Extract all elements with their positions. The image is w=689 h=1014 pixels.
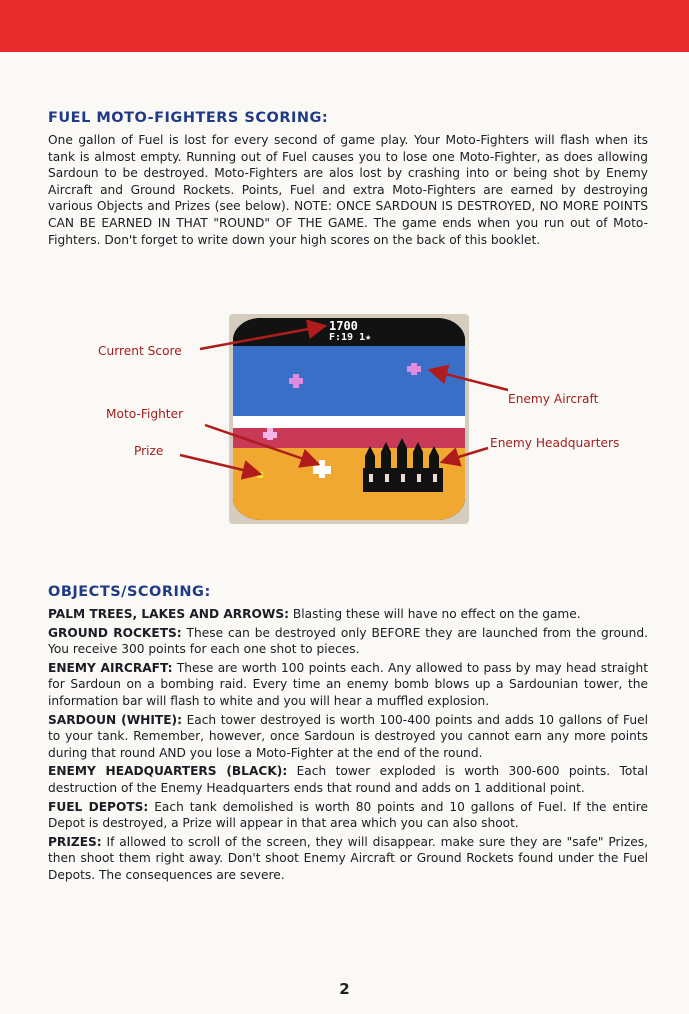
objects-section <box>48 584 648 886</box>
object-entry-text: These are worth 100 points each. Any allowed to pass by may head straight for Sardoun on a bombing raid. Every time an enemy bomb blows up a Sardounian tower, the information bar will flash to white and you will hear a muffled explosion. <box>48 660 648 708</box>
object-entry-text: Blasting these will have no effect on the game. <box>289 607 581 621</box>
object-entry <box>48 799 648 832</box>
game-screenshot <box>233 318 465 520</box>
object-entry <box>48 834 648 884</box>
object-entry-label: FUEL DEPOTS: <box>48 799 149 814</box>
game-sprites <box>233 318 465 520</box>
callout-prize: Prize <box>134 444 164 458</box>
moto-fighter-sprite-band <box>263 428 277 440</box>
object-entry-text: These can be destroyed only BEFORE they are launched from the ground. You receive 300 points for each one shot to pieces. <box>48 625 648 657</box>
score-readout: 1700 <box>329 319 358 333</box>
object-entry-label: PALM TREES, LAKES AND ARROWS: <box>48 607 290 621</box>
object-entry <box>48 606 648 623</box>
enemy-headquarters-sprite <box>363 438 443 492</box>
enemy-aircraft-sprite-right <box>407 363 421 375</box>
callout-current-score: Current Score <box>98 344 182 358</box>
top-red-band <box>0 0 689 52</box>
moto-fighter-sprite <box>313 460 331 478</box>
fuel-section-heading: FUEL MOTO-FIGHTERS SCORING: <box>48 110 329 126</box>
object-entry-text: Each tower exploded is worth 300-600 points. Total destruction of the Enemy Headquarters ends that round and adds on 1 additional point. <box>48 764 648 795</box>
objects-section-heading: OBJECTS/SCORING: <box>48 584 211 600</box>
object-entry-label: GROUND ROCKETS: <box>48 625 182 640</box>
object-entry <box>48 712 648 762</box>
object-entry-text: Each tower destroyed is worth 100-400 points and adds 10 gallons of Fuel to your tank. Remember, however, once Sardoun is destroyed you cannot earn any more points during that round AND you lose a Moto-Fighter at the end of the round. <box>48 712 648 760</box>
object-entry-label: ENEMY HEADQUARTERS (BLACK): <box>48 764 288 779</box>
object-entry <box>48 625 648 658</box>
fuel-section-text: One gallon of Fuel is lost for every second of game play. Your Moto-Fighters will flash when its tank is almost empty. Running out of Fuel causes you to lose one Moto-Fighter, as does allowing Sardoun to be destroyed. Moto-Fighters are alos lost by crashing into or being shot by Enemy Aircraft and Ground Rockets. Points, Fuel and extra Moto-Fighters are earned by destroying various Objects and Prizes (see below). NOTE: ONCE SARDOUN IS DESTROYED, NO MORE POINTS CAN BE EARNED IN THAT "ROUND" OF THE GAME. The game ends when you run out of Moto-Fighters. Don't forget to write down your high scores on the back of this booklet. <box>48 133 648 247</box>
object-entry-text: Each tank demolished is worth 80 points and 10 gallons of Fuel. If the entire Depot is destroyed, a Prize will appear in that area which you can also shoot. <box>48 799 648 831</box>
prize-sprite <box>257 472 263 478</box>
callout-enemy-headquarters: Enemy Headquarters <box>490 436 620 450</box>
fuel-readout: F:19 1★ <box>329 332 372 343</box>
object-entry-label: SARDOUN (WHITE): <box>48 712 182 727</box>
page-number: 2 <box>339 980 350 998</box>
object-entry-label: ENEMY AIRCRAFT: <box>48 660 173 675</box>
object-entry-text: If allowed to scroll of the screen, they will disappear. make sure they are "safe" Prizes, then shoot them right away. Don't shoot Enemy Aircraft or Ground Rockets found under the Fuel Depots. The consequences are severe. <box>48 834 648 882</box>
object-entry <box>48 660 648 710</box>
callout-enemy-aircraft: Enemy Aircraft <box>508 392 599 406</box>
objects-list <box>48 606 648 884</box>
callout-moto-fighter: Moto-Fighter <box>106 407 184 421</box>
object-entry <box>48 763 648 796</box>
enemy-aircraft-sprite-left <box>289 374 303 388</box>
object-entry-label: PRIZES: <box>48 834 102 849</box>
fuel-section <box>48 110 648 248</box>
